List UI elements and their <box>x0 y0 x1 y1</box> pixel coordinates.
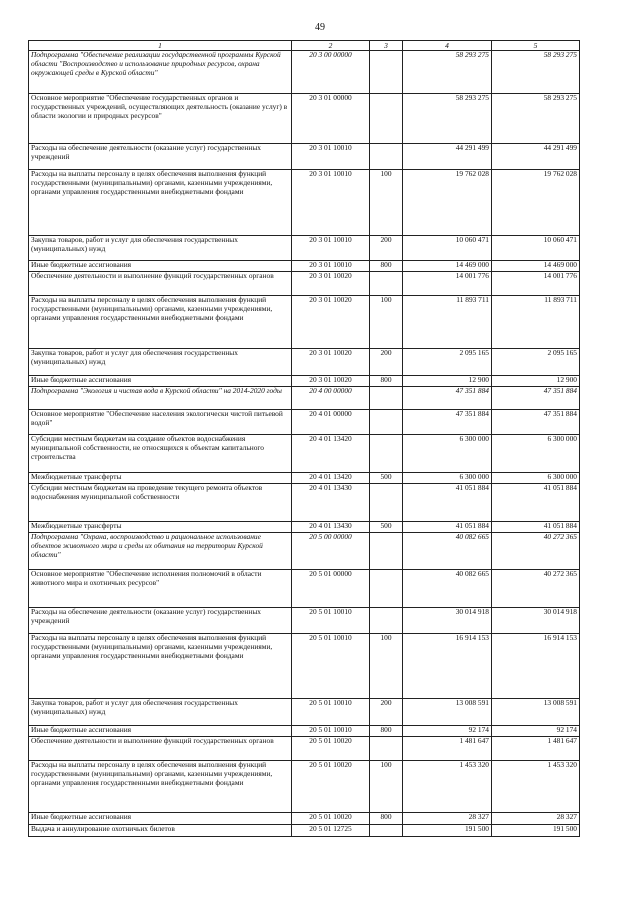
row-name: Подпрограмма "Экология и чистая вода в Курской области" на 2014-2020 годы <box>29 387 292 410</box>
row-value-2: 40 272 365 <box>492 570 580 608</box>
row-value-1: 6 300 000 <box>403 435 492 473</box>
row-expense-type: 800 <box>370 726 403 737</box>
table-row <box>29 376 580 387</box>
row-expense-type <box>370 825 403 837</box>
row-name: Подпрограмма "Охрана, воспроизводство и рациональное использование объектов животного мира и среды их обитания на территории Курской области" <box>29 533 292 570</box>
row-value-1: 28 327 <box>403 813 492 825</box>
row-value-2: 1 481 647 <box>492 737 580 761</box>
table-row <box>29 484 580 522</box>
row-code: 20 5 01 10010 <box>292 699 370 726</box>
table-row <box>29 51 580 94</box>
table-row <box>29 261 580 272</box>
row-value-2: 14 001 776 <box>492 272 580 296</box>
row-code: 20 3 01 10020 <box>292 349 370 376</box>
row-name: Расходы на обеспечение деятельности (оказание услуг) государственных учреждений <box>29 144 292 170</box>
row-code: 20 4 01 13420 <box>292 435 370 473</box>
table-row <box>29 144 580 170</box>
row-code: 20 5 01 12725 <box>292 825 370 837</box>
row-expense-type: 100 <box>370 634 403 699</box>
row-expense-type <box>370 51 403 94</box>
row-expense-type: 800 <box>370 261 403 272</box>
table-row <box>29 533 580 570</box>
row-value-2: 41 051 884 <box>492 522 580 533</box>
row-value-1: 40 082 665 <box>403 570 492 608</box>
row-value-2: 28 327 <box>492 813 580 825</box>
table-row <box>29 761 580 813</box>
table-row <box>29 170 580 236</box>
table-row <box>29 737 580 761</box>
row-name: Субсидии местным бюджетам на создание объектов водоснабжения муниципальной собственности, не относящихся к объектам капитального строительства <box>29 435 292 473</box>
row-value-2: 12 900 <box>492 376 580 387</box>
row-value-2: 2 095 165 <box>492 349 580 376</box>
table-row <box>29 473 580 484</box>
row-code: 20 3 01 10020 <box>292 296 370 349</box>
row-name: Расходы на выплаты персоналу в целях обеспечения выполнения функций государственными (муниципальными) органами, казенными учреждениями, органами управления государственными внебюджетными фондами <box>29 296 292 349</box>
row-name: Иные бюджетные ассигнования <box>29 261 292 272</box>
row-expense-type: 200 <box>370 699 403 726</box>
row-code: 20 5 01 10010 <box>292 608 370 634</box>
row-expense-type <box>370 533 403 570</box>
row-value-1: 191 500 <box>403 825 492 837</box>
row-value-1: 19 762 028 <box>403 170 492 236</box>
row-code: 20 5 01 10020 <box>292 761 370 813</box>
row-expense-type <box>370 484 403 522</box>
column-header: 3 <box>370 41 403 51</box>
row-value-1: 30 014 918 <box>403 608 492 634</box>
column-header: 4 <box>403 41 492 51</box>
table-row <box>29 570 580 608</box>
row-value-1: 44 291 499 <box>403 144 492 170</box>
column-header: 1 <box>29 41 292 51</box>
row-code: 20 4 01 13430 <box>292 484 370 522</box>
row-expense-type: 100 <box>370 761 403 813</box>
row-value-1: 11 893 711 <box>403 296 492 349</box>
table-row <box>29 349 580 376</box>
row-name: Иные бюджетные ассигнования <box>29 376 292 387</box>
row-code: 20 5 01 10010 <box>292 634 370 699</box>
row-expense-type: 200 <box>370 236 403 261</box>
row-value-2: 11 893 711 <box>492 296 580 349</box>
row-name: Выдача и аннулирование охотничьих билетов <box>29 825 292 837</box>
row-value-1: 14 001 776 <box>403 272 492 296</box>
table-row <box>29 813 580 825</box>
table-row <box>29 272 580 296</box>
row-code: 20 3 01 10020 <box>292 272 370 296</box>
row-name: Закупка товаров, работ и услуг для обеспечения государственных (муниципальных) нужд <box>29 699 292 726</box>
row-value-2: 14 469 000 <box>492 261 580 272</box>
row-code: 20 3 01 10010 <box>292 236 370 261</box>
row-value-1: 16 914 153 <box>403 634 492 699</box>
row-value-2: 6 300 000 <box>492 473 580 484</box>
row-value-2: 30 014 918 <box>492 608 580 634</box>
row-value-1: 1 453 320 <box>403 761 492 813</box>
row-expense-type <box>370 387 403 410</box>
row-code: 20 4 01 13420 <box>292 473 370 484</box>
row-value-2: 10 060 471 <box>492 236 580 261</box>
row-value-1: 10 060 471 <box>403 236 492 261</box>
table-row <box>29 296 580 349</box>
row-name: Подпрограмма "Обеспечение реализации государственной программы Курской области "Воспроизводство и использование природных ресурсов, охрана окружающей среды в Курской области" <box>29 51 292 94</box>
budget-table <box>28 40 580 837</box>
table-row <box>29 608 580 634</box>
row-name: Закупка товаров, работ и услуг для обеспечения государственных (муниципальных) нужд <box>29 349 292 376</box>
column-header: 5 <box>492 41 580 51</box>
row-value-2: 191 500 <box>492 825 580 837</box>
table-row <box>29 522 580 533</box>
row-code: 20 5 01 10020 <box>292 813 370 825</box>
table-row <box>29 726 580 737</box>
row-expense-type: 100 <box>370 170 403 236</box>
row-name: Основное мероприятие "Обеспечение исполнения полномочий в области животного мира и охотничьих ресурсов" <box>29 570 292 608</box>
row-value-1: 41 051 884 <box>403 484 492 522</box>
row-name: Межбюджетные трансферты <box>29 473 292 484</box>
row-name: Иные бюджетные ассигнования <box>29 726 292 737</box>
row-expense-type <box>370 272 403 296</box>
table-row <box>29 410 580 435</box>
row-name: Расходы на выплаты персоналу в целях обеспечения выполнения функций государственными (муниципальными) органами, казенными учреждениями, органами управления государственными внебюджетными фондами <box>29 634 292 699</box>
table-row <box>29 825 580 837</box>
row-code: 20 3 00 00000 <box>292 51 370 94</box>
row-value-1: 6 300 000 <box>403 473 492 484</box>
row-expense-type: 500 <box>370 473 403 484</box>
table-row <box>29 94 580 144</box>
row-expense-type <box>370 144 403 170</box>
row-value-1: 2 095 165 <box>403 349 492 376</box>
row-value-1: 1 481 647 <box>403 737 492 761</box>
table-row <box>29 435 580 473</box>
table-row <box>29 699 580 726</box>
column-header: 2 <box>292 41 370 51</box>
row-expense-type: 800 <box>370 813 403 825</box>
row-code: 20 3 01 10010 <box>292 144 370 170</box>
row-value-2: 6 300 000 <box>492 435 580 473</box>
row-value-1: 47 351 884 <box>403 410 492 435</box>
header-row <box>29 41 580 51</box>
row-code: 20 5 01 10020 <box>292 737 370 761</box>
row-expense-type: 800 <box>370 376 403 387</box>
row-value-2: 19 762 028 <box>492 170 580 236</box>
table-row <box>29 387 580 410</box>
row-code: 20 5 01 00000 <box>292 570 370 608</box>
row-code: 20 4 01 00000 <box>292 410 370 435</box>
row-value-1: 58 293 275 <box>403 51 492 94</box>
table-row <box>29 236 580 261</box>
row-name: Иные бюджетные ассигнования <box>29 813 292 825</box>
row-value-1: 40 082 665 <box>403 533 492 570</box>
row-expense-type <box>370 410 403 435</box>
row-value-2: 44 291 499 <box>492 144 580 170</box>
row-value-2: 58 293 275 <box>492 94 580 144</box>
row-expense-type: 200 <box>370 349 403 376</box>
row-expense-type <box>370 737 403 761</box>
row-value-1: 47 351 884 <box>403 387 492 410</box>
row-code: 20 3 01 10020 <box>292 376 370 387</box>
row-value-2: 1 453 320 <box>492 761 580 813</box>
table-row <box>29 634 580 699</box>
row-value-1: 41 051 884 <box>403 522 492 533</box>
row-code: 20 3 01 10010 <box>292 261 370 272</box>
row-expense-type <box>370 608 403 634</box>
row-name: Закупка товаров, работ и услуг для обеспечения государственных (муниципальных) нужд <box>29 236 292 261</box>
row-expense-type <box>370 94 403 144</box>
row-code: 20 3 01 10010 <box>292 170 370 236</box>
row-name: Расходы на выплаты персоналу в целях обеспечения выполнения функций государственными (муниципальными) органами, казенными учреждениями, органами управления государственными внебюджетными фондами <box>29 761 292 813</box>
row-name: Основное мероприятие "Обеспечение населения экологически чистой питьевой водой" <box>29 410 292 435</box>
row-value-2: 13 008 591 <box>492 699 580 726</box>
row-value-2: 58 293 275 <box>492 51 580 94</box>
row-name: Основное мероприятие "Обеспечение государственных органов и государственных учреждений, осуществляющих деятельность (оказание услуг) в области экологии и природных ресурсов" <box>29 94 292 144</box>
row-expense-type: 100 <box>370 296 403 349</box>
row-value-1: 13 008 591 <box>403 699 492 726</box>
row-name: Расходы на обеспечение деятельности (оказание услуг) государственных учреждений <box>29 608 292 634</box>
row-value-1: 92 174 <box>403 726 492 737</box>
row-value-1: 12 900 <box>403 376 492 387</box>
row-name: Обеспечение деятельности и выполнение функций государственных органов <box>29 272 292 296</box>
row-code: 20 4 00 00000 <box>292 387 370 410</box>
row-name: Обеспечение деятельности и выполнение функций государственных органов <box>29 737 292 761</box>
row-code: 20 4 01 13430 <box>292 522 370 533</box>
row-name: Межбюджетные трансферты <box>29 522 292 533</box>
row-expense-type: 500 <box>370 522 403 533</box>
page-number: 49 <box>315 22 325 33</box>
row-value-1: 58 293 275 <box>403 94 492 144</box>
row-value-2: 41 051 884 <box>492 484 580 522</box>
row-value-1: 14 469 000 <box>403 261 492 272</box>
row-value-2: 16 914 153 <box>492 634 580 699</box>
row-expense-type <box>370 570 403 608</box>
row-code: 20 5 00 00000 <box>292 533 370 570</box>
row-value-2: 47 351 884 <box>492 410 580 435</box>
row-code: 20 3 01 00000 <box>292 94 370 144</box>
row-name: Расходы на выплаты персоналу в целях обеспечения выполнения функций государственными (муниципальными) органами, казенными учреждениями, органами управления государственными внебюджетными фондами <box>29 170 292 236</box>
row-value-2: 47 351 884 <box>492 387 580 410</box>
row-value-2: 40 272 365 <box>492 533 580 570</box>
row-code: 20 5 01 10010 <box>292 726 370 737</box>
row-expense-type <box>370 435 403 473</box>
row-name: Субсидии местным бюджетам на проведение текущего ремонта объектов водоснабжения муниципальной собственности <box>29 484 292 522</box>
row-value-2: 92 174 <box>492 726 580 737</box>
